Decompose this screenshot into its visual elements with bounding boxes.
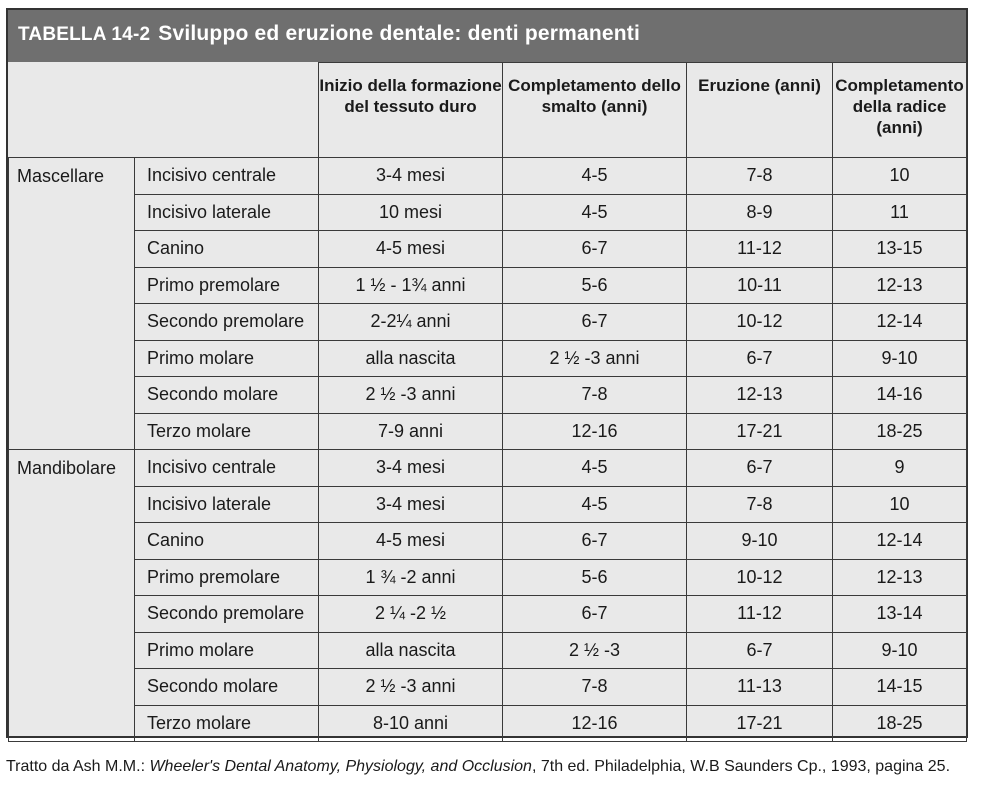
tooth-name-cell: Terzo molare (135, 705, 319, 742)
enamel-cell: 12-16 (503, 705, 687, 742)
tooth-name-cell: Secondo premolare (135, 304, 319, 341)
table-code: TABELLA 14-2 (18, 24, 151, 45)
start-cell: 2 ½ -3 anni (319, 669, 503, 706)
tooth-name-cell: Secondo premolare (135, 596, 319, 633)
enamel-cell: 4-5 (503, 194, 687, 231)
root-cell: 12-14 (833, 523, 967, 560)
table-row (9, 377, 967, 414)
start-cell: alla nascita (319, 632, 503, 669)
eruption-cell: 6-7 (687, 450, 833, 487)
table-row (9, 632, 967, 669)
table-row (9, 340, 967, 377)
root-cell: 13-15 (833, 231, 967, 268)
eruption-cell: 10-12 (687, 559, 833, 596)
eruption-cell: 8-9 (687, 194, 833, 231)
eruption-cell: 11-13 (687, 669, 833, 706)
group-label: Mascellare (9, 158, 135, 450)
start-cell: 4-5 mesi (319, 231, 503, 268)
enamel-cell: 5-6 (503, 559, 687, 596)
group-label: Mandibolare (9, 450, 135, 742)
start-cell: 3-4 mesi (319, 158, 503, 195)
tooth-name-cell: Canino (135, 523, 319, 560)
tooth-name-cell: Incisivo centrale (135, 158, 319, 195)
root-cell: 18-25 (833, 705, 967, 742)
enamel-cell: 6-7 (503, 523, 687, 560)
enamel-cell: 5-6 (503, 267, 687, 304)
root-cell: 9-10 (833, 632, 967, 669)
enamel-cell: 2 ½ -3 anni (503, 340, 687, 377)
root-cell: 14-16 (833, 377, 967, 414)
eruption-cell: 17-21 (687, 413, 833, 450)
table-row (9, 705, 967, 742)
eruption-cell: 11-12 (687, 231, 833, 268)
header-enamel: Completamento dello smalto (anni) (503, 63, 687, 158)
start-cell: 8-10 anni (319, 705, 503, 742)
table-frame (6, 8, 968, 738)
enamel-cell: 7-8 (503, 377, 687, 414)
start-cell: 3-4 mesi (319, 450, 503, 487)
table-row (9, 231, 967, 268)
start-cell: alla nascita (319, 340, 503, 377)
root-cell: 10 (833, 486, 967, 523)
enamel-cell: 6-7 (503, 596, 687, 633)
header-blank (9, 63, 319, 158)
tooth-name-cell: Incisivo centrale (135, 450, 319, 487)
tooth-name-cell: Terzo molare (135, 413, 319, 450)
tooth-name-cell: Primo molare (135, 632, 319, 669)
enamel-cell: 4-5 (503, 450, 687, 487)
start-cell: 2 ½ -3 anni (319, 377, 503, 414)
root-cell: 12-14 (833, 304, 967, 341)
table-row (9, 194, 967, 231)
root-cell: 12-13 (833, 559, 967, 596)
tooth-name-cell: Primo premolare (135, 559, 319, 596)
eruption-cell: 10-11 (687, 267, 833, 304)
tooth-name-cell: Canino (135, 231, 319, 268)
caption-prefix: Tratto da Ash M.M.: (6, 758, 150, 775)
start-cell: 1 ½ - 1¾ anni (319, 267, 503, 304)
enamel-cell: 6-7 (503, 231, 687, 268)
header-eruption: Eruzione (anni) (687, 63, 833, 158)
caption-suffix: , 7th ed. Philadelphia, W.B Saunders Cp., 1993, pagina 25. (531, 758, 951, 775)
teeth-development-table (8, 62, 967, 742)
table-row (9, 158, 967, 195)
root-cell: 18-25 (833, 413, 967, 450)
enamel-cell: 4-5 (503, 158, 687, 195)
header-row (9, 63, 967, 158)
tooth-name-cell: Primo molare (135, 340, 319, 377)
eruption-cell: 10-12 (687, 304, 833, 341)
eruption-cell: 7-8 (687, 486, 833, 523)
table-row (9, 267, 967, 304)
root-cell: 13-14 (833, 596, 967, 633)
start-cell: 2-2¼ anni (319, 304, 503, 341)
source-caption (6, 758, 950, 776)
caption-book-title: Wheeler's Dental Anatomy, Physiology, and Occlusion (149, 758, 532, 775)
enamel-cell: 2 ½ -3 (503, 632, 687, 669)
start-cell: 3-4 mesi (319, 486, 503, 523)
table-row (9, 413, 967, 450)
table-row (9, 450, 967, 487)
eruption-cell: 9-10 (687, 523, 833, 560)
tooth-name-cell: Incisivo laterale (135, 194, 319, 231)
header-root: Completamento della radice (anni) (833, 63, 967, 158)
table-row (9, 596, 967, 633)
table-row (9, 304, 967, 341)
table-row (9, 559, 967, 596)
tooth-name-cell: Secondo molare (135, 377, 319, 414)
table-title: Sviluppo ed eruzione dentale: denti permanenti (158, 22, 641, 45)
root-cell: 9-10 (833, 340, 967, 377)
start-cell: 10 mesi (319, 194, 503, 231)
root-cell: 11 (833, 194, 967, 231)
tooth-name-cell: Primo premolare (135, 267, 319, 304)
table-row (9, 523, 967, 560)
tooth-name-cell: Incisivo laterale (135, 486, 319, 523)
start-cell: 4-5 mesi (319, 523, 503, 560)
table-body (9, 158, 967, 742)
start-cell: 2 ¼ -2 ½ (319, 596, 503, 633)
enamel-cell: 4-5 (503, 486, 687, 523)
eruption-cell: 17-21 (687, 705, 833, 742)
table-row (9, 669, 967, 706)
eruption-cell: 12-13 (687, 377, 833, 414)
eruption-cell: 11-12 (687, 596, 833, 633)
root-cell: 12-13 (833, 267, 967, 304)
start-cell: 7-9 anni (319, 413, 503, 450)
root-cell: 10 (833, 158, 967, 195)
enamel-cell: 6-7 (503, 304, 687, 341)
eruption-cell: 7-8 (687, 158, 833, 195)
root-cell: 9 (833, 450, 967, 487)
root-cell: 14-15 (833, 669, 967, 706)
enamel-cell: 12-16 (503, 413, 687, 450)
header-start: Inizio della formazione del tessuto duro (319, 63, 503, 158)
enamel-cell: 7-8 (503, 669, 687, 706)
table-title-bar (8, 10, 966, 62)
table-row (9, 486, 967, 523)
eruption-cell: 6-7 (687, 340, 833, 377)
start-cell: 1 ¾ -2 anni (319, 559, 503, 596)
tooth-name-cell: Secondo molare (135, 669, 319, 706)
eruption-cell: 6-7 (687, 632, 833, 669)
